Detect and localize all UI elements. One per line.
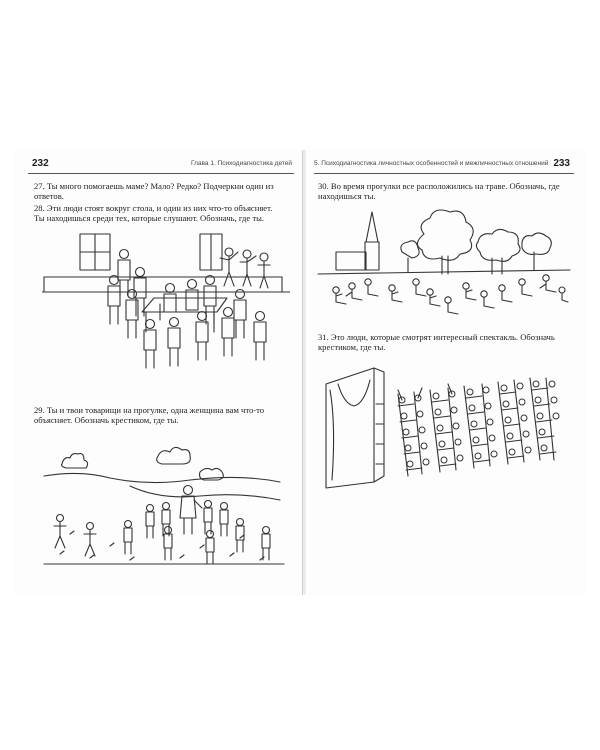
left-page-number: 232 [32, 158, 49, 169]
left-page [14, 150, 303, 595]
walk-scene-illustration [40, 434, 292, 584]
left-header-rule [28, 173, 294, 174]
picnic-scene-illustration [316, 208, 576, 320]
question-29-line-1: 29. Ты и твои товарищи на прогулке, одна женщина вам что-то [34, 405, 265, 415]
left-page-header [14, 158, 302, 172]
question-29-line-2: объясняет. Обозначь крестиком, где ты. [34, 415, 179, 426]
question-31 [318, 332, 576, 352]
question-30 [318, 181, 576, 201]
question-28-line-2: Ты находишься среди тех, которые слушают. Обозначь, где ты. [34, 213, 265, 224]
question-27 [34, 181, 296, 201]
question-31-line-1: 31. Это люди, которые смотрят интересный спектакль. Обозначь [318, 332, 555, 342]
right-page [306, 150, 586, 595]
question-29 [34, 405, 296, 425]
question-28-line-1: 28. Эти люди стоят вокруг стола, и один из них что-то объясняет. [34, 203, 273, 213]
book-spread [14, 150, 586, 595]
right-page-header [306, 158, 586, 172]
question-27-line-2: ответов. [34, 191, 64, 202]
table-scene-illustration [42, 232, 290, 392]
right-page-number: 233 [553, 158, 570, 169]
question-27-line-1: 27. Ты много помогаешь маме? Мало? Редко? Подчеркни один из [34, 181, 274, 191]
question-30-line-1: 30. Во время прогулки все расположились на траве. Обозначь, где [318, 181, 560, 191]
left-running-head: Глава 1. Психодиагностика детей [190, 160, 292, 167]
theater-scene-illustration [314, 364, 578, 496]
right-header-rule [314, 173, 574, 174]
question-28 [34, 203, 296, 223]
question-30-line-2: находишься ты. [318, 191, 376, 202]
question-31-line-2: крестиком, где ты. [318, 342, 386, 353]
right-running-head: 5. Психодиагностика личностных особенностей и межличностных отношений [314, 160, 549, 167]
